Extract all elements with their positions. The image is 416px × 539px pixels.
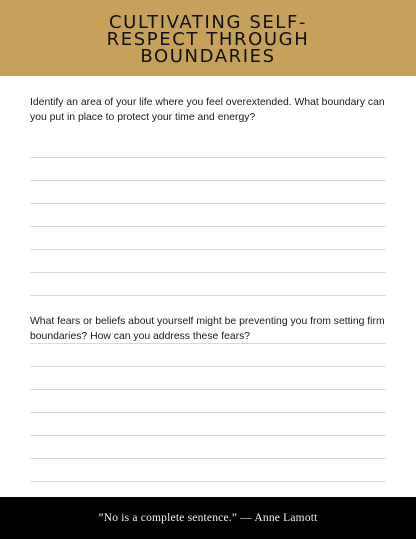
answer-line[interactable] bbox=[30, 343, 386, 344]
answer-line[interactable] bbox=[30, 458, 386, 459]
answer-line[interactable] bbox=[30, 157, 386, 158]
answer-line[interactable] bbox=[30, 389, 386, 390]
answer-line[interactable] bbox=[30, 481, 386, 482]
answer-line[interactable] bbox=[30, 272, 386, 273]
question-1: Identify an area of your life where you feel overextended. What boundary can you put in place to protect your time and energy? bbox=[30, 97, 385, 123]
quote-banner bbox=[0, 497, 416, 539]
title-banner bbox=[0, 0, 416, 76]
footer-quote: ”No is a complete sentence.” — Anne Lamott bbox=[98, 512, 318, 524]
answer-line[interactable] bbox=[30, 226, 386, 227]
answer-line[interactable] bbox=[30, 203, 386, 204]
answer-line[interactable] bbox=[30, 295, 386, 296]
question-2: What fears or beliefs about yourself might be preventing you from setting firm boundaries? How can you address these fears? bbox=[30, 316, 385, 342]
answer-line[interactable] bbox=[30, 180, 386, 181]
answer-line[interactable] bbox=[30, 412, 386, 413]
answer-line[interactable] bbox=[30, 435, 386, 436]
page-title: CULTIVATING SELF-RESPECT THROUGH BOUNDARIES bbox=[106, 11, 310, 67]
answer-line[interactable] bbox=[30, 249, 386, 250]
answer-line[interactable] bbox=[30, 366, 386, 367]
